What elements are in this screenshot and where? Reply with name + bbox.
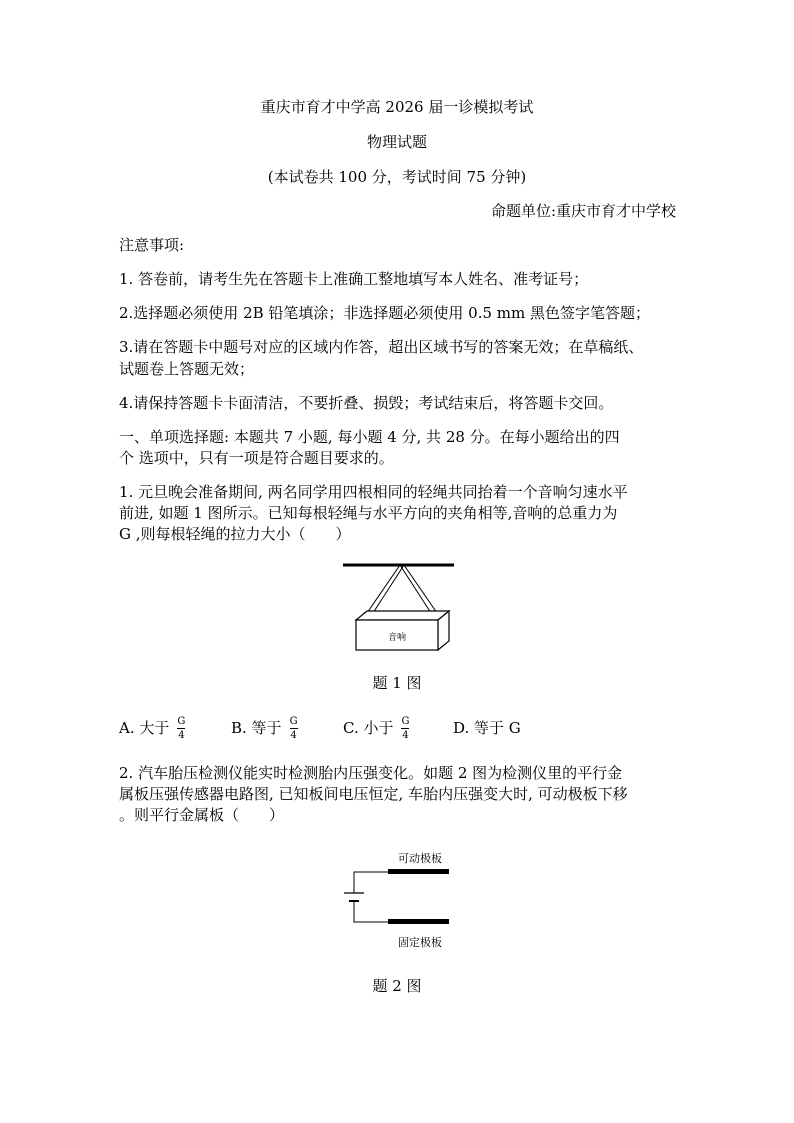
option-c[interactable] bbox=[343, 714, 409, 742]
ropes bbox=[367, 565, 437, 613]
speaker-label: 音响 bbox=[387, 633, 407, 643]
fraction: $\frac{G}{4}$ bbox=[401, 715, 410, 741]
movable-plate-label: 可动极板 bbox=[398, 852, 442, 865]
q1-figure bbox=[340, 560, 460, 660]
speaker-box bbox=[356, 611, 449, 650]
movable-plate bbox=[388, 869, 449, 874]
option-a[interactable] bbox=[119, 714, 185, 742]
q1-text: G ,则每根轻绳的拉力大小（ ） bbox=[119, 525, 351, 543]
note-item: 4.请保持答题卡卡面清洁，不要折叠、损毁；考试结束后，将答题卡交回。 bbox=[119, 394, 614, 412]
note-item: 试题卷上答题无效； bbox=[119, 360, 255, 378]
circuit-wire bbox=[354, 872, 388, 922]
q2-text: 2. 汽车胎压检测仪能实时检测胎内压强变化。如题 2 图为检测仪里的平行金 bbox=[119, 764, 623, 782]
option-label: B. 等于 bbox=[231, 719, 282, 737]
option-label: D. 等于 G bbox=[453, 719, 521, 737]
option-label: C. 小于 bbox=[343, 719, 394, 737]
fixed-plate-label: 固定极板 bbox=[398, 936, 442, 949]
q2-text: 属板压强传感器电路图, 已知板间电压恒定, 车胎内压强变大时, 可动极板下移 bbox=[119, 785, 628, 803]
option-label: A. 大于 bbox=[119, 719, 170, 737]
exam-meta: (本试卷共 100 分，考试时间 75 分钟) bbox=[267, 168, 527, 186]
section-heading: 一、单项选择题: 本题共 7 小题, 每小题 4 分, 共 28 分。在每小题给出的四 bbox=[119, 428, 620, 446]
q2-figure-caption: 题 2 图 bbox=[372, 977, 422, 995]
fraction: $\frac{G}{4}$ bbox=[177, 715, 186, 741]
section-heading-cont: 个 选项中，只有一项是符合题目要求的。 bbox=[119, 449, 394, 467]
fixed-plate bbox=[388, 919, 449, 924]
note-item: 2.选择题必须使用 2B 铅笔填涂；非选择题必须使用 0.5 mm 黑色签字笔答题； bbox=[119, 304, 651, 322]
q1-text: 前进, 如题 1 图所示。已知每根轻绳与水平方向的夹角相等,音响的总重力为 bbox=[119, 504, 618, 522]
exam-author: 命题单位:重庆市育才中学校 bbox=[490, 202, 676, 220]
q2-text: 。则平行金属板（ ） bbox=[119, 806, 285, 824]
fraction: $\frac{G}{4}$ bbox=[289, 715, 298, 741]
q2-figure bbox=[340, 845, 460, 955]
q1-text: 1. 元旦晚会准备期间, 两名同学用四根相同的轻绳共同抬着一个音响匀速水平 bbox=[119, 483, 628, 501]
note-item: 1. 答卷前，请考生先在答题卡上准确工整地填写本人姓名、准考证号； bbox=[119, 270, 589, 288]
option-b[interactable] bbox=[231, 714, 298, 742]
option-d[interactable] bbox=[453, 714, 521, 742]
battery-icon bbox=[344, 893, 364, 901]
subject-title: 物理试题 bbox=[366, 133, 427, 151]
exam-title: 重庆市育才中学高 2026 届一诊模拟考试 bbox=[260, 98, 534, 116]
q1-figure-caption: 题 1 图 bbox=[372, 674, 422, 692]
notes-heading: 注意事项: bbox=[119, 236, 185, 254]
note-item: 3.请在答题卡中题号对应的区域内作答，超出区域书写的答案无效；在草稿纸、 bbox=[119, 338, 644, 356]
